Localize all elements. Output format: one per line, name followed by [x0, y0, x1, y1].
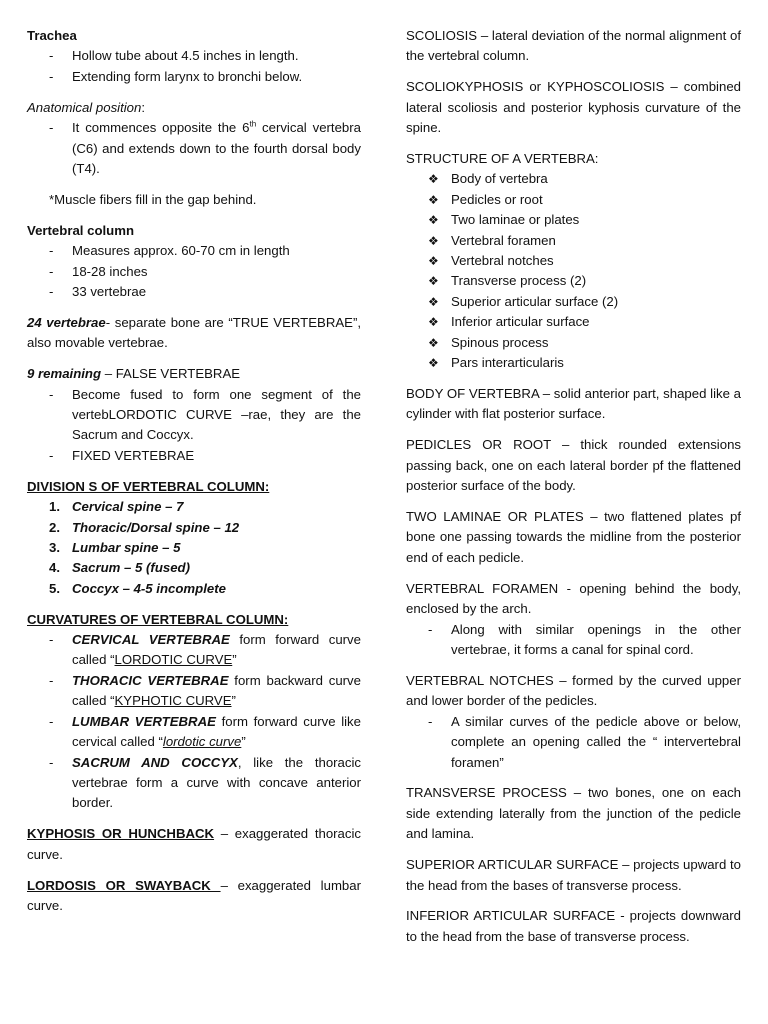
list-item: ❖ Pars interarticularis [406, 353, 741, 373]
curvatures-list [27, 630, 361, 814]
true-vertebrae-paragraph: 24 vertebrae- separate bone are “TRUE VERTEBRAE”, also movable vertebrae. [27, 314, 362, 351]
list-item: ❖ Spinous process [406, 333, 741, 353]
diamond-bullet-icon: ❖ [428, 356, 439, 371]
diamond-bullet-icon: ❖ [428, 335, 439, 350]
list-item: ❖ Body of vertebra [406, 169, 741, 189]
curvatures-heading: CURVATURES OF VERTEBRAL COLUMN: [27, 611, 289, 627]
notches-list [406, 712, 741, 773]
list-item: 2. Thoracic/Dorsal spine – 12 [49, 519, 240, 535]
foramen-list [406, 620, 741, 661]
list-item: ❖ Two laminae or plates [406, 210, 741, 230]
anatomical-list [27, 118, 361, 179]
diamond-bullet-icon: ❖ [428, 192, 439, 207]
list-item: - Extending form larynx to bronchi below. [27, 67, 361, 87]
vertebral-list [27, 241, 361, 302]
vertebral-notches-paragraph: VERTEBRAL NOTCHES – formed by the curved upper and lower border of the pedicles. [406, 672, 741, 709]
left-column [27, 26, 361, 916]
diamond-bullet-icon: ❖ [428, 274, 439, 289]
list-item: - Measures approx. 60-70 cm in length [27, 241, 361, 261]
anatomical-position-label: Anatomical position: [27, 99, 146, 115]
list-item: ❖ Superior articular surface (2) [406, 292, 741, 312]
divisions-heading: DIVISION S OF VERTEBRAL COLUMN: [27, 478, 270, 494]
list-item: ❖ Transverse process (2) [406, 271, 741, 291]
list-item: 3. Lumbar spine – 5 [49, 539, 181, 555]
diamond-bullet-icon: ❖ [428, 315, 439, 330]
structure-list [406, 169, 741, 373]
muscle-note: *Muscle fibers fill in the gap behind. [49, 191, 257, 207]
list-item: ❖ Inferior articular surface [406, 312, 741, 332]
list-item: - CERVICAL VERTEBRAE form forward curve called “LORDOTIC CURVE” [27, 630, 361, 671]
diamond-bullet-icon: ❖ [428, 213, 439, 228]
list-item: - 33 vertebrae [27, 282, 361, 302]
structure-heading: STRUCTURE OF A VERTEBRA: [406, 151, 599, 167]
list-item: - It commences opposite the 6th cervical vertebra (C6) and extends down to the fourth dorsal body (T4). [27, 118, 361, 179]
list-item: - THORACIC VERTEBRAE form backward curve called “KYPHOTIC CURVE” [27, 671, 361, 712]
divisions-list [27, 497, 361, 599]
trachea-list [27, 46, 361, 87]
body-of-vertebra-paragraph: BODY OF VERTEBRA – solid anterior part, shaped like a cylinder with flat posterior surface. [406, 386, 741, 422]
laminae-paragraph: TWO LAMINAE OR PLATES – two flattened plates pf bone one passing towards the midline from the posterior end of each pedicle. [406, 509, 741, 565]
list-item: ❖ Vertebral notches [406, 251, 741, 271]
diamond-bullet-icon: ❖ [428, 294, 439, 309]
pedicles-paragraph: PEDICLES OR ROOT – thick rounded extensions passing back, one on each lateral border pf the flattened posterior surface of the body. [406, 437, 741, 494]
scoliosis-paragraph: SCOLIOSIS – lateral deviation of the normal alignment of the vertebral column. [406, 28, 741, 64]
inferior-articular-paragraph: INFERIOR ARTICULAR SURFACE - projects downward to the head from the base of transverse process. [406, 908, 741, 944]
list-item: - Hollow tube about 4.5 inches in length. [27, 46, 361, 66]
list-item: - 18-28 inches [27, 262, 361, 282]
lordosis-paragraph: LORDOSIS OR SWAYBACK – exaggerated lumbar curve. [27, 877, 361, 913]
list-item: ❖ Pedicles or root [406, 190, 741, 210]
transverse-process-paragraph: TRANSVERSE PROCESS – two bones, one on each side extending laterally from the junction of the pedicle and lamina. [406, 785, 741, 842]
list-item: 5. Coccyx – 4-5 incomplete [49, 580, 226, 596]
vertebral-column-heading: Vertebral column [27, 222, 134, 238]
list-item: 4. Sacrum – 5 (fused) [49, 560, 190, 576]
list-item: 1. Cervical spine – 7 [49, 499, 184, 515]
list-item: - FIXED VERTEBRAE [27, 446, 361, 466]
list-item: - A similar curves of the pedicle above or below, complete an opening called the “ intervertebral foramen” [406, 712, 741, 773]
kyphosis-paragraph: KYPHOSIS OR HUNCHBACK – exaggerated thoracic curve. [27, 826, 361, 862]
list-item: - Become fused to form one segment of the vertebLORDOTIC CURVE –rae, they are the Sacrum and Coccyx. [27, 385, 361, 446]
false-vertebrae-paragraph: 9 remaining – FALSE VERTEBRAE [27, 366, 241, 382]
diamond-bullet-icon: ❖ [428, 172, 439, 187]
list-item: ❖ Vertebral foramen [406, 231, 741, 251]
list-item: - Along with similar openings in the other vertebrae, it forms a canal for spinal cord. [406, 620, 741, 661]
superior-articular-paragraph: SUPERIOR ARTICULAR SURFACE – projects upward to the head from the bases of transverse process. [406, 857, 741, 893]
kyphoscoliosis-paragraph: SCOLIOKYPHOSIS or KYPHOSCOLIOSIS – combined lateral scoliosis and posterior kyphosis curvature of the spine. [406, 79, 741, 136]
false-vertebrae-list [27, 385, 361, 467]
diamond-bullet-icon: ❖ [428, 233, 439, 248]
vertebral-foramen-paragraph: VERTEBRAL FORAMEN - opening behind the body, enclosed by the arch. [406, 580, 741, 617]
list-item: - LUMBAR VERTEBRAE form forward curve like cervical called “lordotic curve” [27, 712, 361, 753]
right-column [406, 26, 741, 947]
trachea-heading: Trachea [27, 28, 77, 43]
diamond-bullet-icon: ❖ [428, 254, 439, 269]
list-item: - SACRUM AND COCCYX, like the thoracic vertebrae form a curve with concave anterior border. [27, 753, 361, 814]
